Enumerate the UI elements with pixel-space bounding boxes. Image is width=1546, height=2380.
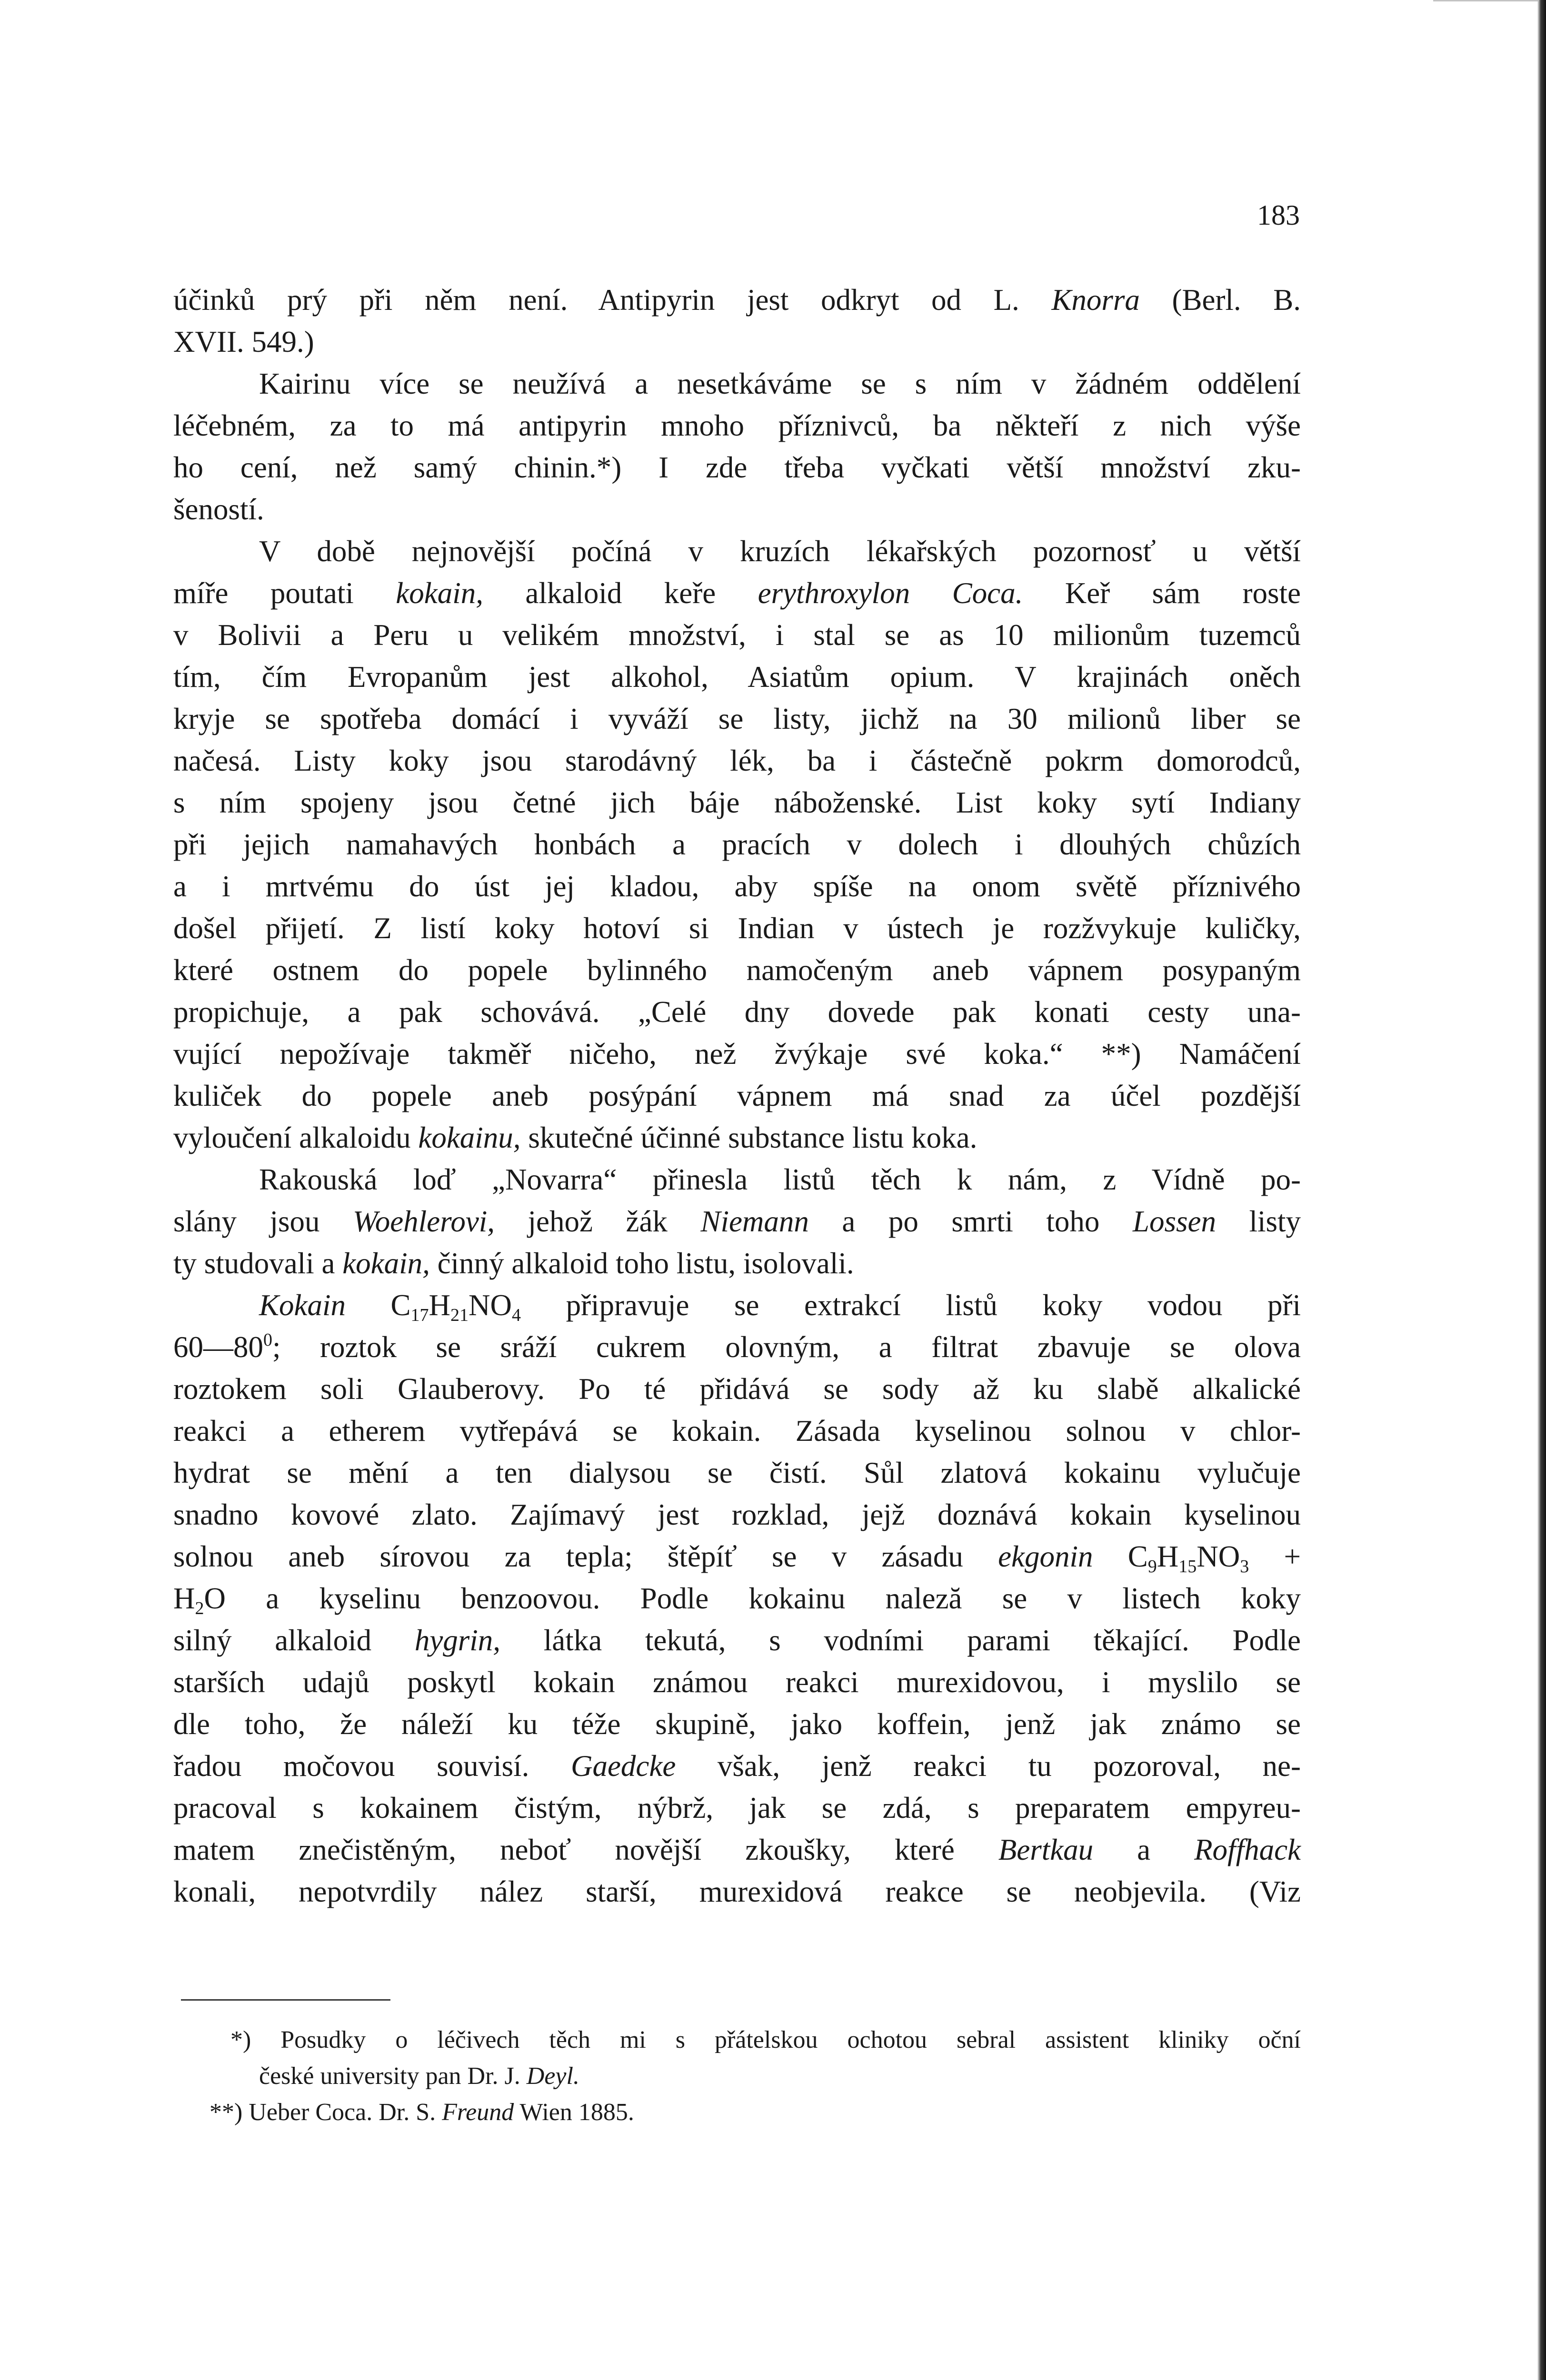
text-line: při jejich namahavých honbách a pracích v dolech i dlouhých chůzích (173, 828, 1301, 861)
text-line: $H_2O$ a kyselinu benzoovou. Podle kokainu naleză se v listech koky (173, 1582, 1301, 1618)
text-line: reakci a etherem vytřepává se kokain. Zásada kyselinou solnou v chlor- (173, 1414, 1301, 1448)
text-line: Kokain $C_{17}H_{21}NO_4$ připravuje se extrakcí listů koky vodou při (259, 1289, 1301, 1325)
text-line: ty studovali a kokain, činný alkaloid toho listu, isolovali. (173, 1247, 854, 1280)
scan-artifact (1433, 0, 1538, 35)
footnote-divider (181, 1999, 390, 2001)
text-line: konali, nepotvrdily nález starší, murexidová reakce se neobjevila. (Viz (173, 1875, 1301, 1908)
text-line: hydrat se mění a ten dialysou se čistí. Sůl zlatová kokainu vylučuje (173, 1456, 1301, 1489)
text-line: $60—80^0$; roztok se sráží cukrem olovným, a filtrat zbavuje se olova (173, 1330, 1301, 1364)
text-line: V době nejnovější počíná v kruzích lékařských pozornosť u větší (259, 535, 1301, 568)
footnote-line: **) Ueber Coca. Dr. S. Freund Wien 1885. (209, 2099, 634, 2126)
page-number: 183 (1257, 199, 1300, 231)
text-line: a i mrtvému do úst jej kladou, aby spíše na onom světě příznivého (173, 870, 1301, 903)
text-line: Kairinu více se neužívá a nesetkáváme se s ním v žádném oddělení (259, 367, 1301, 400)
body-text (173, 279, 1301, 1913)
text-line: propichuje, a pak schovává. „Celé dny dovede pak konati cesty una- (173, 995, 1301, 1029)
footnotes (173, 2022, 1301, 2131)
text-line: léčebném, za to má antipyrin mnoho příznivců, ba někteří z nich výše (173, 409, 1301, 442)
text-line: kuliček do popele aneb posýpání vápnem má snad za účel pozdější (173, 1079, 1301, 1112)
text-line: tím, čím Evropanům jest alkohol, Asiatům opium. V krajinách oněch (173, 660, 1301, 694)
text-line: načesá. Listy koky jsou starodávný lék, ba i částečně pokrm domorodců, (173, 744, 1301, 777)
footnote-line: české university pan Dr. J. Deyl. (259, 2063, 579, 2090)
text-line: slány jsou Woehlerovi, jehož žák Niemann a po smrti toho Lossen listy (173, 1205, 1301, 1238)
text-line: matem znečistěným, neboť novější zkoušky, které Bertkau a Roffhack (173, 1833, 1301, 1866)
text-line: v Bolivii a Peru u velikém množství, i stal se as 10 milionům tuzemců (173, 618, 1301, 652)
text-line: vyloučení alkaloidu kokainu, skutečné účinné substance listu koka. (173, 1121, 977, 1154)
text-line: kryje se spotřeba domácí i vyváží se listy, jichž na 30 milionů liber se (173, 702, 1301, 735)
text-line: solnou aneb sírovou za tepla; štěpíť se v zásadu ekgonin $C_9H_{15}NO_3$ + (173, 1540, 1301, 1577)
footnote-line: *) Posudky o léčivech těch mi s přátelskou ochotou sebral assistent kliniky oční (230, 2026, 1301, 2053)
text-line: pracoval s kokainem čistým, nýbrž, jak se zdá, s preparatem empyreu- (173, 1791, 1301, 1825)
text-line: které ostnem do popele bylinného namočeným aneb vápnem posypaným (173, 953, 1301, 987)
text-line: XVII. 549.) (173, 325, 314, 358)
text-line: roztokem soli Glauberovy. Po té přidává se sody až ku slabě alkalické (173, 1372, 1301, 1406)
text-line: silný alkaloid hygrin, látka tekutá, s vodními parami těkající. Podle (173, 1624, 1301, 1657)
text-line: starších udajů poskytl kokain známou reakci murexidovou, i myslilo se (173, 1666, 1301, 1699)
text-line: s ním spojeny jsou četné jich báje náboženské. List koky sytí Indiany (173, 786, 1301, 819)
text-line: snadno kovové zlato. Zajímavý jest rozklad, jejž doznává kokain kyselinou (173, 1498, 1301, 1531)
text-line: dle toho, že náleží ku téže skupině, jako koffein, jenž jak známo se (173, 1707, 1301, 1741)
text-line: vující nepožívaje takměř ničeho, než žvýkaje své koka.“ **) Namáčení (173, 1037, 1301, 1071)
text-line: došel přijetí. Z listí koky hotoví si Indian v ústech je rozžvykuje kuličky, (173, 912, 1301, 945)
text-line: účinků prý při něm není. Antipyrin jest odkryt od L. Knorra (Berl. B. (173, 283, 1301, 317)
scan-border (1537, 0, 1546, 2380)
text-line: Rakouská loď „Novarra“ přinesla listů těch k nám, z Vídně po- (259, 1163, 1301, 1196)
text-line: ho cení, než samý chinin.*) I zde třeba vyčkati větší množství zku- (173, 451, 1301, 484)
text-line: šeností. (173, 493, 264, 526)
text-line: míře poutati kokain, alkaloid keře erythroxylon Coca. Keř sám roste (173, 576, 1301, 610)
text-line: řadou močovou souvisí. Gaedcke však, jenž reakci tu pozoroval, ne- (173, 1749, 1301, 1783)
